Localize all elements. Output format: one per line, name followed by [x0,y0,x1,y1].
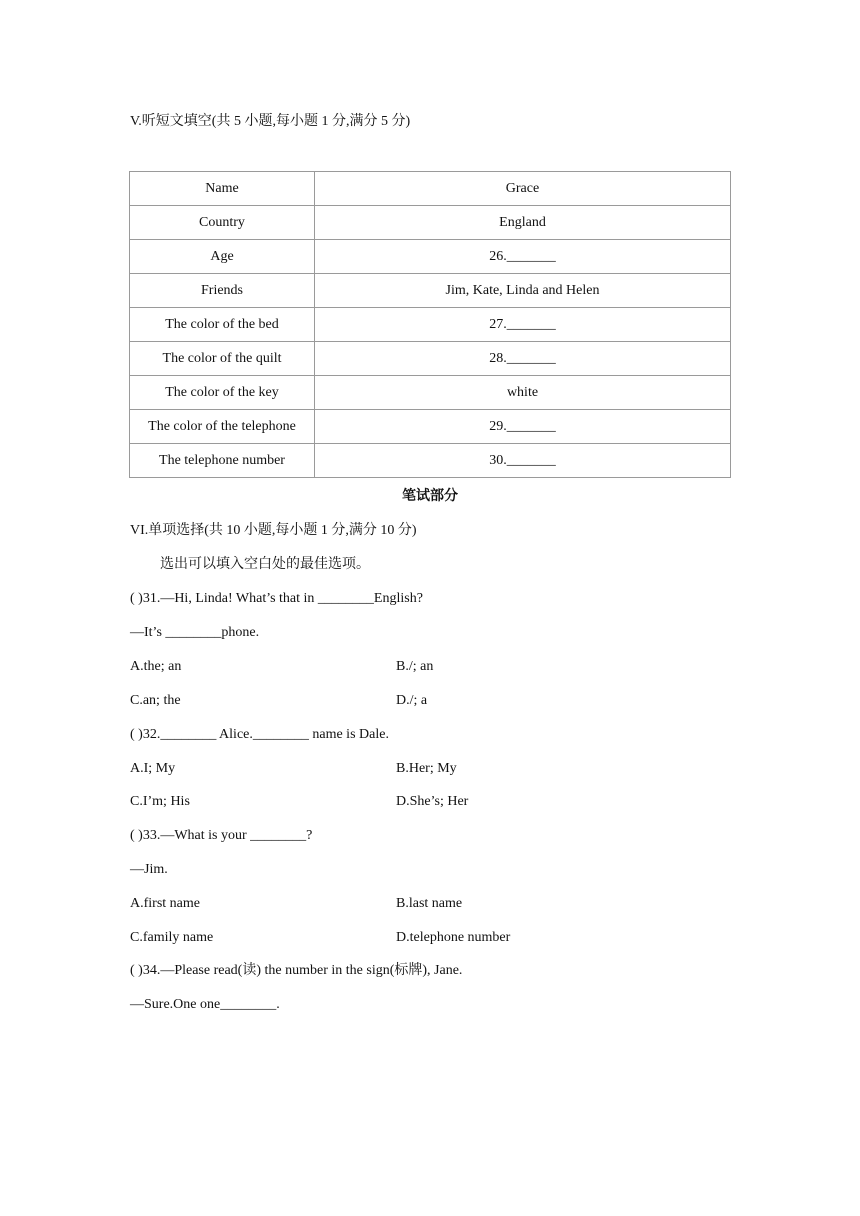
question-33-option-d: D.telephone number [396,930,511,945]
table-value-cell: England [315,206,731,240]
info-table [129,171,731,478]
question-32-option-a: A.I; My [130,761,176,776]
table-label-cell: Name [130,172,315,206]
table-row [130,240,731,274]
question-31-reply: —It’s ________phone. [130,625,260,640]
table-value-cell: 28._______ [315,342,731,376]
section-6-heading: VI.单项选择(共 10 小题,每小题 1 分,满分 10 分) [130,523,417,538]
table-value-cell: white [315,376,731,410]
table-label-cell: The color of the bed [130,308,315,342]
written-part-title: 笔试部分 [402,489,458,504]
table-row [130,444,731,478]
question-33-stem: ( )33.—What is your ________? [130,828,313,843]
section-6-instruction: 选出可以填入空白处的最佳选项。 [160,557,370,572]
question-34-reply: —Sure.One one________. [130,997,280,1012]
section-5-heading: V.听短文填空(共 5 小题,每小题 1 分,满分 5 分) [130,114,411,129]
table-label-cell: Age [130,240,315,274]
table-value-cell: Grace [315,172,731,206]
table-row [130,342,731,376]
table-value-cell: 29._______ [315,410,731,444]
question-33-option-c: C.family name [130,930,214,945]
question-34-stem: ( )34.—Please read(读) the number in the sign(标牌), Jane. [130,963,463,978]
table-row [130,274,731,308]
table-row [130,376,731,410]
question-32-stem: ( )32.________ Alice.________ name is Dale. [130,727,389,742]
question-32-option-c: C.I’m; His [130,794,190,809]
question-31-option-d: D./; a [396,693,428,708]
question-31-option-a: A.the; an [130,659,182,674]
table-label-cell: The telephone number [130,444,315,478]
question-32-option-b: B.Her; My [396,761,457,776]
table-row [130,206,731,240]
question-33-option-a: A.first name [130,896,200,911]
question-31-option-c: C.an; the [130,693,181,708]
question-31-stem: ( )31.—Hi, Linda! What’s that in ________English? [130,591,423,606]
table-label-cell: Country [130,206,315,240]
table-value-cell: Jim, Kate, Linda and Helen [315,274,731,308]
question-32-option-d: D.She’s; Her [396,794,469,809]
table-value-cell: 30._______ [315,444,731,478]
table-label-cell: The color of the quilt [130,342,315,376]
table-value-cell: 27._______ [315,308,731,342]
question-31-option-b: B./; an [396,659,434,674]
table-label-cell: The color of the key [130,376,315,410]
question-33-option-b: B.last name [396,896,463,911]
table-row [130,410,731,444]
table-row [130,172,731,206]
table-label-cell: The color of the telephone [130,410,315,444]
table-row [130,308,731,342]
table-label-cell: Friends [130,274,315,308]
table-value-cell: 26._______ [315,240,731,274]
question-33-reply: —Jim. [130,862,168,877]
